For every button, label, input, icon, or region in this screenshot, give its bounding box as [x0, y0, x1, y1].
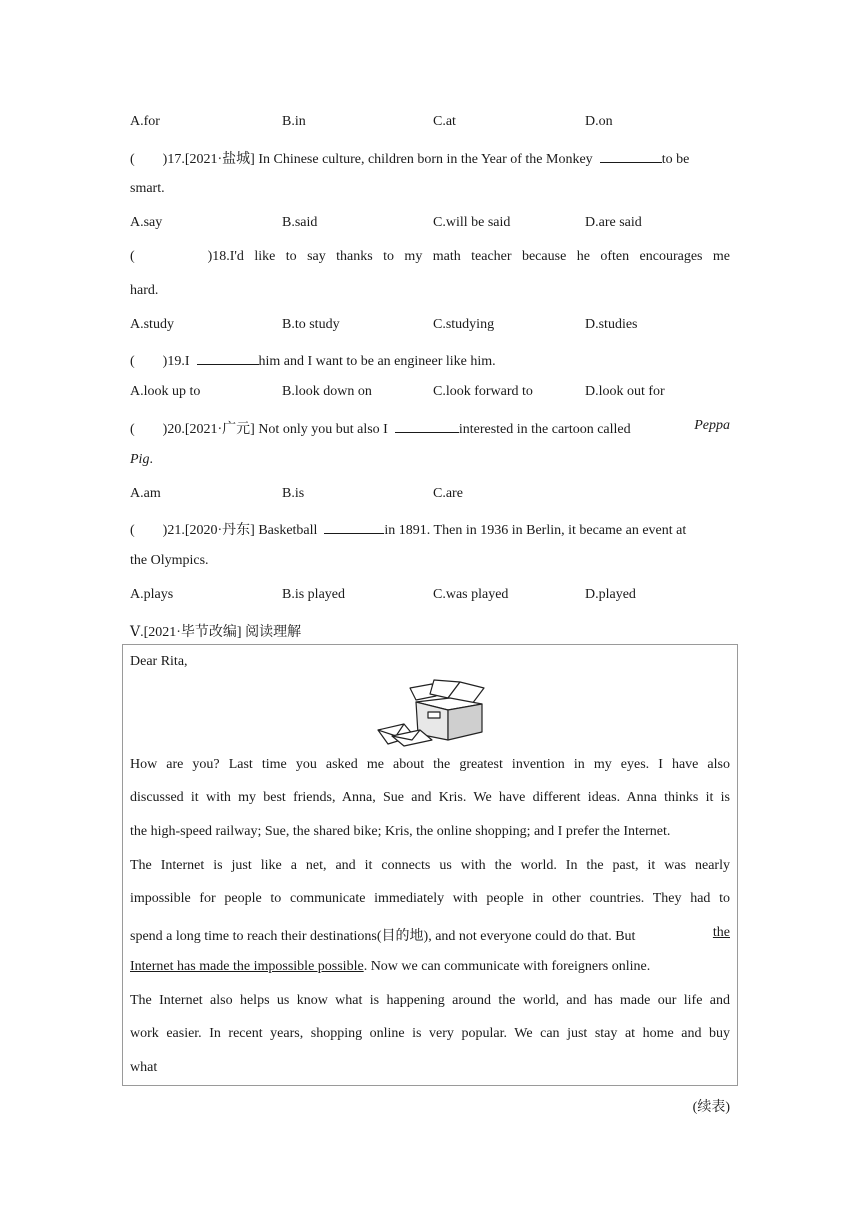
q17-text: )17.[2021·盐城] In Chinese culture, children born in the Year of the Monkey: [162, 152, 593, 167]
q20-option-c: C.are: [433, 486, 463, 501]
q18-option-c: C.studying: [433, 317, 495, 332]
continued-label: (续表): [692, 1100, 730, 1115]
q21-option-b: B.is played: [282, 587, 345, 602]
q17-option-d: D.are said: [585, 215, 642, 230]
q17-stem-line2: smart.: [130, 181, 165, 196]
q16-option-c: C.at: [433, 114, 456, 129]
q21-option-d: D.played: [585, 587, 636, 602]
q19-text-after: him and I want to be an engineer like him.: [258, 354, 496, 369]
q19-blank[interactable]: [197, 350, 259, 365]
q20-text: )20.[2021·广元] Not only you but also I: [162, 422, 388, 437]
q17-option-b: B.said: [282, 215, 318, 230]
q20-paren-open: (: [130, 422, 135, 437]
q16-options: [130, 114, 730, 134]
q18-stem-line2: hard.: [130, 283, 159, 298]
letter-p3-line3: what: [130, 1060, 158, 1075]
q21-blank[interactable]: [324, 519, 384, 534]
letter-p2-line3-text: spend a long time to reach their destinations(目的地), and not everyone could do that. But: [130, 929, 636, 944]
q20-stem: [130, 418, 730, 438]
q19-option-c: C.look forward to: [433, 384, 533, 399]
q21-stem-line2: the Olympics.: [130, 553, 209, 568]
q20-stem-line2: [130, 452, 730, 468]
q20-options: [130, 486, 730, 506]
letter-p1-line2: discussed it with my best friends, Anna, Sue and Kris. We have different ideas. Anna thinks it is: [130, 790, 730, 805]
q19-option-a: A.look up to: [130, 384, 201, 399]
q20-text-after: interested in the cartoon called: [458, 422, 631, 437]
q19-option-b: B.look down on: [282, 384, 372, 399]
q20-title-peppa: Peppa: [694, 418, 730, 433]
q21-paren-open: (: [130, 523, 135, 538]
q18-option-d: D.studies: [585, 317, 638, 332]
q20-option-a: A.am: [130, 486, 161, 501]
q20-period: .: [149, 452, 153, 467]
q16-option-a: A.for: [130, 114, 160, 129]
letter-p2-line4: [130, 959, 730, 975]
q21-option-c: C.was played: [433, 587, 509, 602]
q18-option-b: B.to study: [282, 317, 340, 332]
letter-p3-line1: The Internet also helps us know what is happening around the world, and has made our life and: [130, 993, 730, 1008]
q20-title-pig: Pig: [130, 452, 150, 467]
letter-p2-line4-text: . Now we can communicate with foreigners online.: [363, 959, 651, 974]
q17-option-a: A.say: [130, 215, 163, 230]
letter-underlined-phrase: Internet has made the impossible possible: [130, 959, 364, 974]
q16-option-d: D.on: [585, 114, 613, 129]
q18-options: [130, 317, 730, 337]
letter-p2-line3: [130, 925, 730, 945]
section-heading: Ⅴ.[2021·毕节改编] 阅读理解: [130, 625, 302, 640]
letter-p2-line1: The Internet is just like a net, and it connects us with the world. In the past, it was nearly: [130, 858, 730, 873]
letter-p1-line1: How are you? Last time you asked me about the greatest invention in my eyes. I have also: [130, 757, 730, 772]
q21-option-a: A.plays: [130, 587, 174, 602]
q18-stem: ( )18.I'd like to say thanks to my math teacher because he often encourages me: [130, 249, 730, 264]
q19-options: [130, 384, 730, 404]
letter-greeting: Dear Rita,: [130, 654, 188, 669]
q19-paren-open: (: [130, 354, 135, 369]
open-box-with-envelopes-illustration: [374, 678, 490, 748]
q17-options: [130, 215, 730, 235]
q17-text-after: to be: [661, 152, 690, 167]
q18-option-a: A.study: [130, 317, 174, 332]
q21-text: )21.[2020·丹东] Basketball: [162, 523, 318, 538]
q19-option-d: D.look out for: [585, 384, 665, 399]
q21-stem: [130, 519, 730, 539]
q17-stem: [130, 148, 730, 168]
q16-option-b: B.in: [282, 114, 306, 129]
q17-paren-open: (: [130, 152, 135, 167]
q21-options: [130, 587, 730, 607]
q20-option-b: B.is: [282, 486, 305, 501]
letter-p2-line2: impossible for people to communicate immediately with people in other countries. They had to: [130, 891, 730, 906]
q17-blank[interactable]: [600, 148, 662, 163]
q19-stem: [130, 350, 730, 370]
letter-underlined-phrase-start: the: [712, 925, 730, 940]
q20-blank[interactable]: [395, 418, 459, 433]
q19-text: )19.I: [162, 354, 190, 369]
letter-p3-line2: work easier. In recent years, shopping online is very popular. We can just stay at home and buy: [130, 1026, 730, 1041]
q21-text-after: in 1891. Then in 1936 in Berlin, it became an event at: [384, 523, 687, 538]
q17-option-c: C.will be said: [433, 215, 511, 230]
letter-p1-line3: the high-speed railway; Sue, the shared bike; Kris, the online shopping; and I prefer the Internet.: [130, 824, 671, 839]
